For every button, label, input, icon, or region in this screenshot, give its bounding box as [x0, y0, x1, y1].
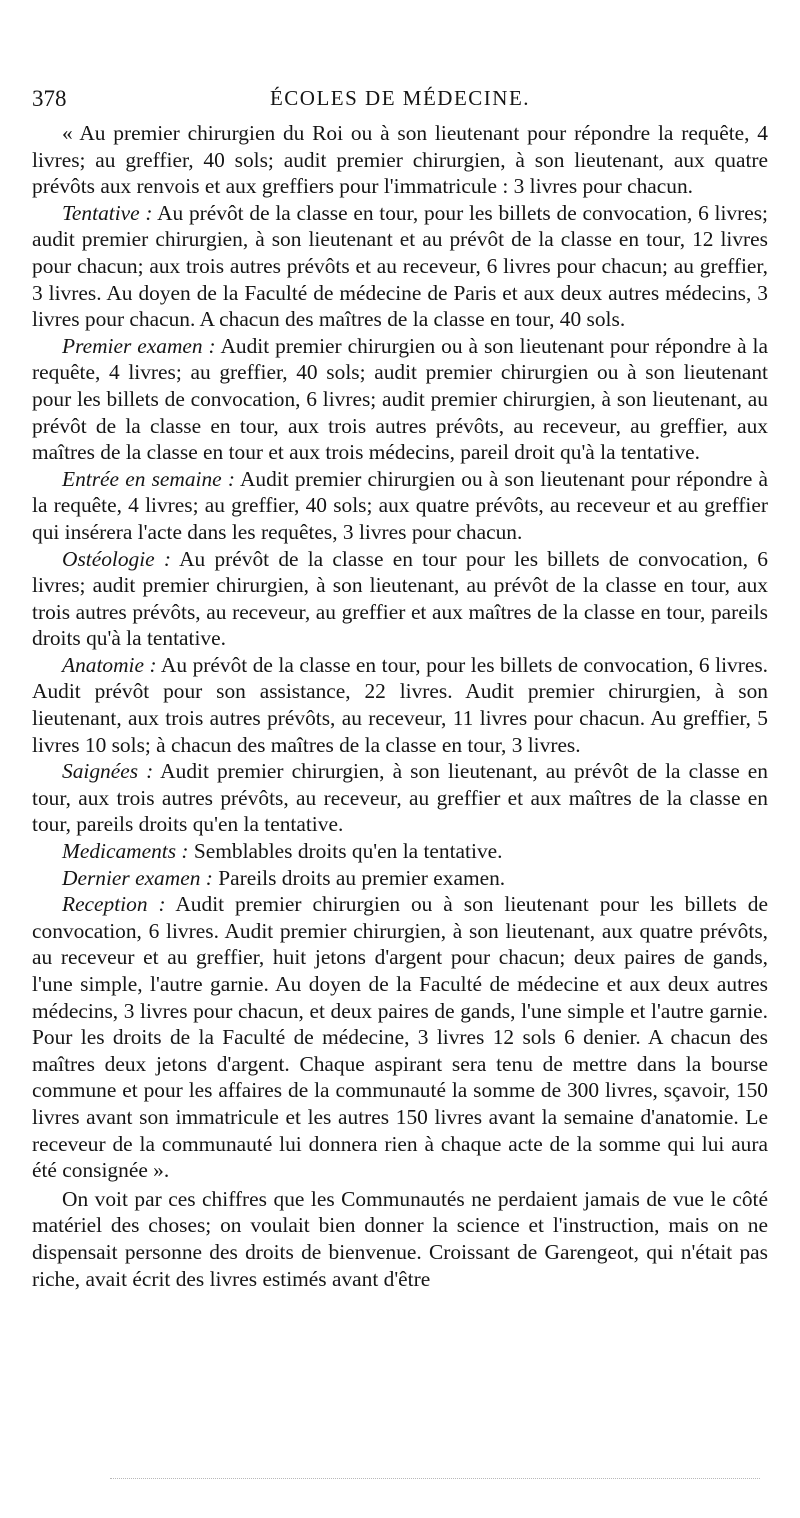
paragraph-text: Au prévôt de la classe en tour, pour les billets de convocation, 6 livres. Audit prévôt pour son assistance, 22 livres. Audit premier chirurgien, à son lieutenant, aux trois autres prévôts, au receveur, 11 livres pour chacun. Au greffier, 5 livres 10 sols; à chacun des maîtres de la classe en tour, 3 livres. [32, 652, 768, 757]
paragraph-text: On voit par ces chiffres que les Communautés ne perdaient jamais de vue le côté matériel des choses; on voulait bien donner la science et l'instruction, mais on ne dispensait personne des droits de bienvenue. Croissant de Garengeot, qui n'était pas riche, avait écrit des livres estimés avant d'être [32, 1186, 768, 1291]
paragraph-lead: Reception : [62, 892, 166, 917]
paragraph-intro-fees [32, 120, 768, 200]
paragraph-text: Audit premier chirurgien ou à son lieutenant pour les billets de convocation, 6 livres. Audit premier chirurgien, à son lieutenant, aux quatre prévôts, au receveur et au greffier, huit jetons d'argent pour chacun; deux paires de gands, l'une simple, l'autre garnie. Au doyen de la Faculté de médecine et aux deux autres médecins, 3 livres pour chacun, et deux paires de gands, l'une simple et l'autre garnie. Pour les droits de la Faculté de médecine, 3 livres 12 sols 6 denier. A chacun des maîtres deux jetons d'argent. Chaque aspirant sera tenu de mettre dans la bourse commune et pour les affaires de la communauté la somme de 300 livres, sçavoir, 150 livres avant son immatricule et les autres 150 livres avant la semaine d'anatomie. Le receveur de la communauté lui donnera rien à chaque acte de la somme qui lui aura été consignée ». [32, 892, 768, 1183]
paragraph-text: Semblables droits qu'en la tentative. [188, 839, 503, 864]
paragraph-saignees [32, 758, 768, 838]
paragraph-medicaments [32, 838, 768, 865]
paragraph-lead: Medicaments : [62, 839, 189, 864]
running-title: ÉCOLES DE MÉDECINE. [269, 86, 531, 110]
page-number: 378 [32, 86, 67, 111]
paragraph-text: Audit premier chirurgien ou à son lieutenant pour répondre à la requête, 4 livres; au greffier, 40 sols; audit premier chirurgien ou à son lieutenant pour les billets de convocation, 6 livres; audit premier chirurgien, à son lieutenant, au prévôt de la classe en tour, aux trois autres prévôts, au receveur, au greffier, aux maîtres de la classe en tour et aux trois médecins, pareil droit qu'à la tentative. [32, 333, 768, 465]
paragraph-tentative [32, 200, 768, 333]
paragraph-text: Pareils droits au premier examen. [212, 865, 506, 890]
paragraph-reception [32, 891, 768, 1184]
paragraph-anatomie [32, 652, 768, 758]
paragraph-text: Audit premier chirurgien ou à son lieutenant pour répondre à la requête, 4 livres; au greffier, 40 sols; aux quatre prévôts, au receveur et au greffier qui insérera l'acte dans les requêtes, 3 livres pour chacun. [32, 466, 768, 544]
paragraph-text: « Au premier chirurgien du Roi ou à son lieutenant pour répondre la requête, 4 livres; au greffier, 40 sols; audit premier chirurgien, à son lieutenant, aux quatre prévôts aux renvois et aux greffiers pour l'immatricule : 3 livres pour chacun. [32, 121, 768, 199]
paragraph-lead: Entrée en semaine : [62, 466, 235, 491]
paragraph-osteologie [32, 546, 768, 652]
paragraph-entree-en-semaine [32, 466, 768, 546]
paragraph-text: Audit premier chirurgien, à son lieutenant, au prévôt de la classe en tour, aux trois autres prévôts, au receveur, au greffier et aux maîtres de la classe en tour, pareils droits qu'en la tentative. [32, 759, 768, 837]
paragraph-lead: Saignées : [62, 759, 154, 784]
paragraph-lead: Dernier examen : [62, 865, 213, 890]
paragraph-text: Au prévôt de la classe en tour pour les billets de convocation, 6 livres; audit premier chirurgien, à son lieutenant, au prévôt de la classe en tour, aux trois autres prévôts, au receveur, au greffier et aux maîtres de la classe en tour, pareils droits qu'à la tentative. [32, 546, 768, 651]
page-bottom-rule [110, 1478, 760, 1479]
paragraph-commentary [32, 1186, 768, 1292]
paragraph-text: Au prévôt de la classe en tour, pour les billets de convocation, 6 livres; audit premier chirurgien, à son lieutenant et au prévôt de la classe en tour, 12 livres pour chacun; aux trois autres prévôts et au receveur, 6 livres pour chacun; au greffier, 3 livres. Au doyen de la Faculté de médecine de Paris et aux deux autres médecins, 3 livres pour chacun. A chacun des maîtres de la classe en tour, 40 sols. [32, 200, 768, 332]
paragraph-premier-examen [32, 333, 768, 466]
paragraph-lead: Premier examen : [62, 333, 216, 358]
page-header [32, 86, 768, 116]
page-body [32, 120, 768, 1292]
paragraph-dernier-examen [32, 865, 768, 892]
paragraph-lead: Ostéologie : [62, 546, 172, 571]
paragraph-lead: Anatomie : [62, 652, 157, 677]
paragraph-lead: Tentative : [62, 200, 153, 225]
